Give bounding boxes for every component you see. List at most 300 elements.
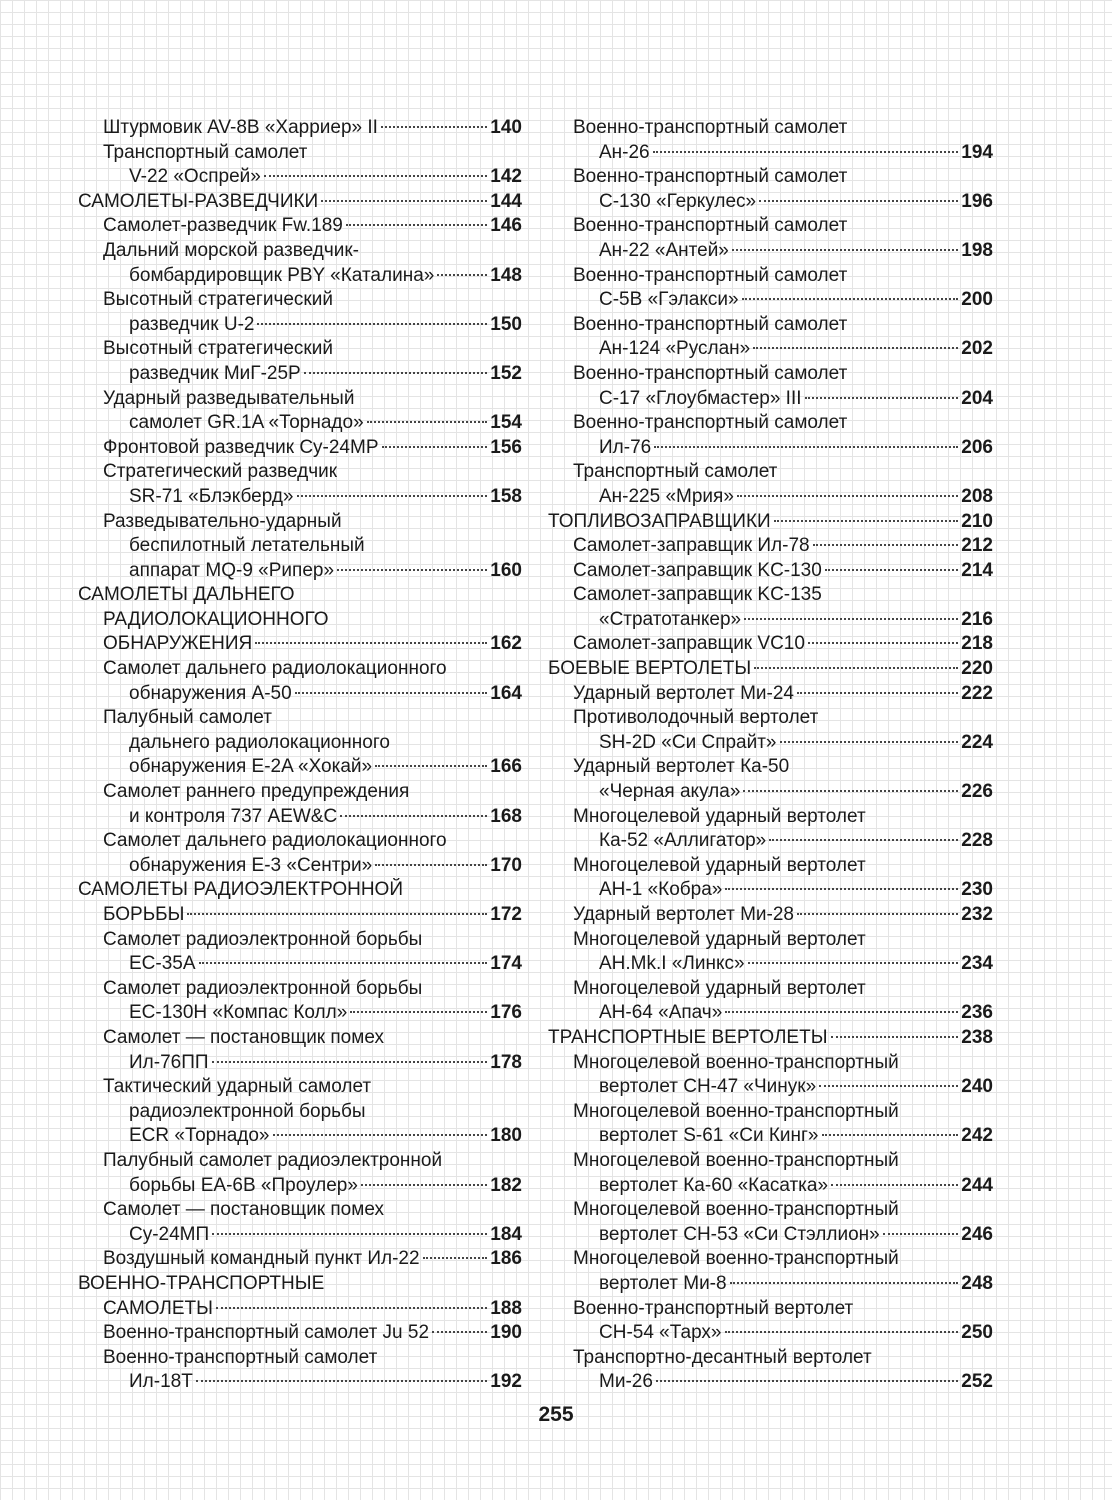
toc-page-number: 196: [961, 190, 993, 212]
toc-entry: [548, 977, 993, 1026]
toc-page-number: 244: [961, 1174, 993, 1196]
toc-line: [78, 288, 522, 313]
toc-page-number: 164: [490, 682, 522, 704]
toc-line-text: Тактический ударный самолет: [103, 1076, 372, 1098]
toc-entry: [548, 1051, 993, 1100]
toc-line: [548, 1149, 993, 1174]
toc-entry: [548, 928, 993, 977]
toc-line-text: беспилотный летательный: [129, 535, 365, 557]
toc-line: [548, 116, 993, 141]
toc-line-text: САМОЛЕТЫ-РАЗВЕДЧИКИ: [78, 190, 319, 212]
toc-line: [548, 1198, 993, 1223]
toc-entry: [78, 706, 522, 780]
toc-line-text: Военно-транспортный самолет: [573, 215, 848, 237]
toc-line: [548, 731, 993, 756]
toc-line: [78, 1297, 522, 1322]
toc-line: [548, 780, 993, 805]
toc-section-heading: [548, 1026, 993, 1051]
dot-leader: [725, 1009, 958, 1013]
toc-line-text: борьбы EA-6B «Проулер»: [129, 1174, 358, 1196]
toc-line-text: EC-130H «Компас Колл»: [129, 1002, 348, 1024]
toc-page-number: 212: [961, 535, 993, 557]
toc-line: [78, 165, 522, 190]
toc-page-number: 242: [961, 1125, 993, 1147]
toc-line-text: ОБНАРУЖЕНИЯ: [103, 633, 253, 655]
dot-leader: [780, 739, 959, 743]
dot-leader: [212, 1059, 488, 1063]
toc-line-text: Ан-22 «Антей»: [599, 239, 729, 261]
toc-line-text: Военно-транспортный самолет: [573, 362, 848, 384]
toc-entry: [78, 1198, 522, 1247]
toc-page-number: 228: [961, 830, 993, 852]
toc-line: [78, 460, 522, 485]
dot-leader: [257, 321, 487, 325]
toc-line-text: Военно-транспортный самолет: [573, 264, 848, 286]
toc-line: [78, 559, 522, 584]
toc-line: [548, 1001, 993, 1026]
toc-page-number: 230: [961, 879, 993, 901]
toc-line-text: Военно-транспортный самолет: [573, 412, 848, 434]
toc-page-number: 166: [490, 756, 522, 778]
toc-page-number: 246: [961, 1223, 993, 1245]
toc-line-text: ECR «Торнадо»: [129, 1125, 270, 1147]
toc-page-number: 206: [961, 436, 993, 458]
dot-leader: [825, 567, 958, 571]
dot-leader: [350, 1009, 487, 1013]
toc-line-text: обнаружения А-50: [129, 682, 292, 704]
toc-page-number: 252: [961, 1371, 993, 1393]
dot-leader: [340, 813, 487, 817]
toc-page-number: 216: [961, 608, 993, 630]
toc-line-text: Ударный вертолет Ми-24: [573, 682, 794, 704]
toc-line: [78, 510, 522, 535]
toc-line: [548, 288, 993, 313]
toc-entry: [548, 1198, 993, 1247]
toc-entry: [548, 1149, 993, 1198]
toc-entry: [78, 829, 522, 878]
toc-line: [548, 1346, 993, 1371]
toc-page-number: 150: [490, 313, 522, 335]
toc-line: [78, 1075, 522, 1100]
toc-entry: [548, 165, 993, 214]
toc-page-number: 182: [490, 1174, 522, 1196]
toc-line-text: Ми-26: [599, 1371, 653, 1393]
toc-line: [78, 878, 522, 903]
toc-line-text: Ил-76: [599, 436, 652, 458]
toc-line-text: Высотный стратегический: [103, 289, 333, 311]
toc-line-text: Палубный самолет радиоэлектронной: [103, 1149, 443, 1171]
toc-section-heading: [78, 878, 522, 927]
toc-line-text: Противолодочный вертолет: [573, 707, 819, 729]
toc-line-text: Военно-транспортный вертолет: [573, 1297, 854, 1319]
toc-line: [78, 632, 522, 657]
toc-page-number: 144: [490, 190, 522, 212]
toc-line-text: Самолет-заправщик KC-135: [573, 584, 822, 606]
toc-line: [78, 1149, 522, 1174]
toc-left-column: [78, 116, 522, 1395]
toc-entry: [548, 214, 993, 263]
toc-line: [548, 165, 993, 190]
dot-leader: [819, 1083, 958, 1087]
toc-line: [548, 264, 993, 289]
toc-line: [548, 1321, 993, 1346]
toc-page-number: 146: [490, 215, 522, 237]
toc-line: [548, 460, 993, 485]
toc-line: [548, 190, 993, 215]
toc-line-text: SR-71 «Блэкберд»: [129, 485, 294, 507]
toc-page-number: 250: [961, 1322, 993, 1344]
toc-line: [548, 239, 993, 264]
dot-leader: [754, 665, 958, 669]
toc-line: [78, 1272, 522, 1297]
toc-page-number: 172: [490, 904, 522, 925]
toc-line: [78, 239, 522, 264]
toc-line: [548, 214, 993, 239]
dot-leader: [337, 567, 487, 571]
toc-line-text: Транспортный самолет: [573, 461, 778, 483]
toc-line: [78, 1198, 522, 1223]
toc-line-text: вертолет Ка-60 «Касатка»: [599, 1174, 829, 1196]
toc-line: [78, 1346, 522, 1371]
toc-line: [548, 1100, 993, 1125]
toc-line: [548, 1223, 993, 1248]
toc-page-number: 186: [490, 1248, 522, 1270]
dot-leader: [797, 690, 958, 694]
toc-entry: [78, 460, 522, 509]
toc-line-text: Самолет дальнего радиолокационного: [103, 658, 447, 680]
toc-line: [548, 657, 993, 682]
dot-leader: [382, 444, 488, 448]
dot-leader: [808, 640, 958, 644]
toc-line-text: Многоцелевой ударный вертолет: [573, 854, 866, 876]
toc-line: [78, 1051, 522, 1076]
toc-entry: [548, 805, 993, 854]
toc-line: [78, 436, 522, 461]
toc-line-text: САМОЛЕТЫ ДАЛЬНЕГО: [78, 584, 295, 606]
toc-line: [548, 632, 993, 657]
toc-line-text: V-22 «Оспрей»: [129, 166, 261, 188]
toc-entry: [548, 460, 993, 509]
toc-page-number: 168: [490, 805, 522, 827]
toc-line-text: ВОЕННО-ТРАНСПОРТНЫЕ: [78, 1272, 325, 1294]
toc-line-text: разведчик МиГ-25Р: [129, 362, 301, 384]
toc-line: [78, 755, 522, 780]
toc-line-text: EC-35A: [129, 953, 196, 975]
toc-line: [548, 755, 993, 780]
toc-line: [548, 1370, 993, 1395]
toc-line-text: Разведывательно-ударный: [103, 510, 342, 532]
toc-line: [78, 706, 522, 731]
toc-section-heading: [548, 510, 993, 535]
dot-leader: [423, 1255, 488, 1259]
toc-line-text: Военно-транспортный самолет: [573, 313, 848, 335]
toc-line: [78, 411, 522, 436]
toc-line-text: ТРАНСПОРТНЫЕ ВЕРТОЛЕТЫ: [548, 1026, 828, 1048]
toc-entry: [548, 313, 993, 362]
dot-leader: [883, 1231, 959, 1235]
toc-page-number: 176: [490, 1002, 522, 1024]
toc-line: [548, 362, 993, 387]
toc-page-number: 236: [961, 1002, 993, 1024]
dot-leader: [748, 960, 959, 964]
toc-entry: [548, 854, 993, 903]
toc-line: [548, 313, 993, 338]
toc-page-number: 188: [490, 1297, 522, 1319]
dot-leader: [381, 124, 487, 128]
dot-leader: [295, 690, 488, 694]
toc-page-number: 224: [961, 731, 993, 753]
toc-line-text: Самолет-разведчик Fw.189: [103, 215, 343, 237]
dot-leader: [656, 1378, 958, 1382]
dot-leader: [759, 198, 958, 202]
dot-leader: [264, 173, 487, 177]
toc-entry: [548, 1346, 993, 1395]
toc-entry: [548, 534, 993, 559]
toc-line-text: Ил-18Т: [129, 1371, 193, 1393]
toc-section-heading: [78, 1272, 522, 1321]
toc-entry: [548, 411, 993, 460]
toc-entry: [78, 239, 522, 288]
toc-entry: [548, 362, 993, 411]
toc-entry: [78, 1346, 522, 1395]
toc-line: [78, 1124, 522, 1149]
dot-leader: [367, 419, 488, 423]
dot-leader: [774, 518, 959, 522]
toc-line: [78, 264, 522, 289]
toc-page-number: 148: [490, 264, 522, 286]
toc-line: [78, 313, 522, 338]
dot-leader: [831, 1034, 959, 1038]
toc-line-text: Самолет-заправщик KC-130: [573, 559, 822, 581]
toc-page-number: 152: [490, 362, 522, 384]
toc-entry: [548, 583, 993, 632]
dot-leader: [216, 1305, 487, 1309]
toc-line: [548, 706, 993, 731]
toc-line-text: C-5B «Гэлакси»: [599, 289, 739, 311]
toc-line-text: ТОПЛИВОЗАПРАВЩИКИ: [548, 510, 771, 532]
toc-line: [548, 141, 993, 166]
toc-entry: [548, 632, 993, 657]
toc-line: [548, 583, 993, 608]
toc-line-text: самолет GR.1A «Торнадо»: [129, 412, 364, 434]
toc-entry: [78, 928, 522, 977]
toc-line-text: САМОЛЕТЫ: [103, 1297, 213, 1319]
toc-line-text: обнаружения E-2A «Хокай»: [129, 756, 373, 778]
toc-line-text: РАДИОЛОКАЦИОННОГО: [103, 608, 329, 630]
toc-line-text: Фронтовой разведчик Су-24МР: [103, 436, 379, 458]
toc-line-text: AH-64 «Апач»: [599, 1002, 723, 1024]
toc-entry: [78, 1247, 522, 1272]
dot-leader: [375, 862, 487, 866]
toc-line: [78, 854, 522, 879]
toc-line-text: C-17 «Глоубмастер» III: [599, 387, 802, 409]
toc-entry: [78, 1026, 522, 1075]
toc-line: [78, 1001, 522, 1026]
toc-entry: [548, 1297, 993, 1346]
toc-line-text: БОЕВЫЕ ВЕРТОЛЕТЫ: [548, 658, 752, 680]
toc-line-text: Су-24МП: [129, 1223, 210, 1245]
toc-line: [548, 928, 993, 953]
dot-leader: [725, 886, 958, 890]
toc-line: [78, 214, 522, 239]
toc-page-number: 202: [961, 338, 993, 360]
toc-line: [548, 1051, 993, 1076]
toc-page-number: 248: [961, 1272, 993, 1294]
dot-leader: [273, 1132, 488, 1136]
toc-page-number: 180: [490, 1125, 522, 1147]
toc-line-text: Самолет — постановщик помех: [103, 1199, 384, 1221]
toc-line-text: Самолет раннего предупреждения: [103, 781, 410, 803]
toc-entry: [548, 706, 993, 755]
toc-page-number: 170: [490, 854, 522, 876]
toc-line-text: Военно-транспортный самолет: [573, 117, 848, 138]
toc-line-text: AH.Mk.I «Линкс»: [599, 953, 745, 975]
toc-line-text: Ан-124 «Руслан»: [599, 338, 751, 360]
toc-page-number: 156: [490, 436, 522, 458]
dot-leader: [361, 1182, 487, 1186]
dot-leader: [196, 1378, 487, 1382]
toc-line-text: Воздушный командный пункт Ил-22: [103, 1248, 420, 1270]
toc-page-number: 238: [961, 1026, 993, 1048]
toc-line-text: Многоцелевой ударный вертолет: [573, 805, 866, 827]
dot-leader: [737, 493, 958, 497]
dot-leader: [432, 1329, 487, 1333]
toc-line-text: Многоцелевой военно-транспортный: [573, 1051, 899, 1073]
dot-leader: [199, 960, 488, 964]
toc-line-text: «Черная акула»: [599, 781, 741, 803]
toc-line: [78, 116, 522, 141]
toc-line-text: Военно-транспортный самолет: [103, 1346, 378, 1368]
dot-leader: [437, 272, 487, 276]
toc-line-text: Многоцелевой военно-транспортный: [573, 1149, 899, 1171]
toc-page-number: 160: [490, 559, 522, 581]
toc-line: [548, 510, 993, 535]
toc-entry: [78, 657, 522, 706]
toc-line-text: аппарат MQ-9 «Рипер»: [129, 559, 335, 581]
toc-page-number: 208: [961, 485, 993, 507]
dot-leader: [742, 296, 959, 300]
toc-line-text: вертолет CH-53 «Си Стэллион»: [599, 1223, 880, 1245]
toc-line-text: Самолет радиоэлектронной борьбы: [103, 977, 423, 999]
toc-line-text: Самолет-заправщик Ил-78: [573, 535, 810, 557]
toc-line: [548, 1075, 993, 1100]
toc-line-text: Самолет-заправщик VC10: [573, 633, 805, 655]
toc-page-number: 158: [490, 485, 522, 507]
toc-line-text: дальнего радиолокационного: [129, 731, 390, 753]
toc-line-text: Стратегический разведчик: [103, 461, 338, 483]
toc-line: [548, 903, 993, 928]
toc-entry: [78, 141, 522, 190]
toc-line-text: Транспортный самолет: [103, 141, 308, 163]
toc-line-text: Военно-транспортный самолет Ju 52: [103, 1322, 430, 1344]
toc-line-text: обнаружения E-3 «Сентри»: [129, 854, 373, 876]
toc-entry: [78, 1149, 522, 1198]
toc-line-text: «Стратотанкер»: [599, 608, 742, 630]
toc-line: [78, 829, 522, 854]
toc-line: [78, 928, 522, 953]
toc-line-text: вертолет Ми-8: [599, 1272, 727, 1294]
toc-page-number: 204: [961, 387, 993, 409]
toc-line: [78, 1223, 522, 1248]
toc-page-number: 162: [490, 633, 522, 655]
toc-entry: [78, 510, 522, 584]
toc-entry: [78, 288, 522, 337]
dot-leader: [813, 542, 959, 546]
toc-line: [548, 1174, 993, 1199]
dot-leader: [730, 1280, 959, 1284]
toc-line-text: Ан-26: [599, 141, 650, 163]
toc-page-number: 192: [490, 1371, 522, 1393]
toc-page-number: 222: [961, 682, 993, 704]
toc-line: [78, 657, 522, 682]
toc-page-number: 198: [961, 239, 993, 261]
toc-line: [548, 805, 993, 830]
toc-line-text: САМОЛЕТЫ РАДИОЭЛЕКТРОННОЙ: [78, 879, 403, 901]
toc-line: [78, 952, 522, 977]
toc-entry: [548, 1100, 993, 1149]
toc-line-text: Ударный разведывательный: [103, 387, 355, 409]
toc-line: [548, 952, 993, 977]
toc-page-number: 234: [961, 953, 993, 975]
toc-line-text: Многоцелевой военно-транспортный: [573, 1199, 899, 1221]
dot-leader: [744, 616, 958, 620]
toc-line-text: Ан-225 «Мрия»: [599, 485, 734, 507]
toc-page-number: 220: [961, 658, 993, 680]
toc-line-text: Дальний морской разведчик-: [103, 239, 359, 261]
toc-line-text: AH-1 «Кобра»: [599, 879, 723, 901]
dot-leader: [346, 222, 487, 226]
toc-page-number: 178: [490, 1051, 522, 1073]
toc-entry: [548, 559, 993, 584]
toc-line: [548, 854, 993, 879]
toc-line: [548, 608, 993, 633]
toc-line: [78, 805, 522, 830]
toc-line: [548, 559, 993, 584]
toc-page-number: 194: [961, 141, 993, 163]
toc-line: [78, 362, 522, 387]
toc-line: [78, 682, 522, 707]
dot-leader: [297, 493, 488, 497]
toc-line: [78, 534, 522, 559]
toc-entry: [548, 116, 993, 165]
toc-line: [78, 337, 522, 362]
toc-line-text: Транспортно-десантный вертолет: [573, 1346, 872, 1368]
toc-line: [548, 1297, 993, 1322]
toc-section-heading: [78, 190, 522, 215]
dot-leader: [831, 1182, 958, 1186]
toc-line: [78, 1026, 522, 1051]
toc-line: [78, 731, 522, 756]
dot-leader: [753, 345, 958, 349]
toc-page-number: 232: [961, 904, 993, 925]
toc-page-number: 214: [961, 559, 993, 581]
dot-leader: [187, 911, 487, 915]
toc-page-number: 210: [961, 510, 993, 532]
toc-entry: [78, 337, 522, 386]
toc-right-column: [548, 116, 993, 1395]
toc-line-text: SH-2D «Си Спрайт»: [599, 731, 777, 753]
dot-leader: [822, 1132, 959, 1136]
toc-page-number: 240: [961, 1076, 993, 1098]
toc-entry: [78, 1321, 522, 1346]
toc-line: [78, 780, 522, 805]
toc-line-text: радиоэлектронной борьбы: [129, 1100, 366, 1122]
toc-line: [548, 1026, 993, 1051]
dot-leader: [732, 247, 958, 251]
toc-line: [78, 583, 522, 608]
toc-entry: [548, 682, 993, 707]
toc-page-number: 184: [490, 1223, 522, 1245]
